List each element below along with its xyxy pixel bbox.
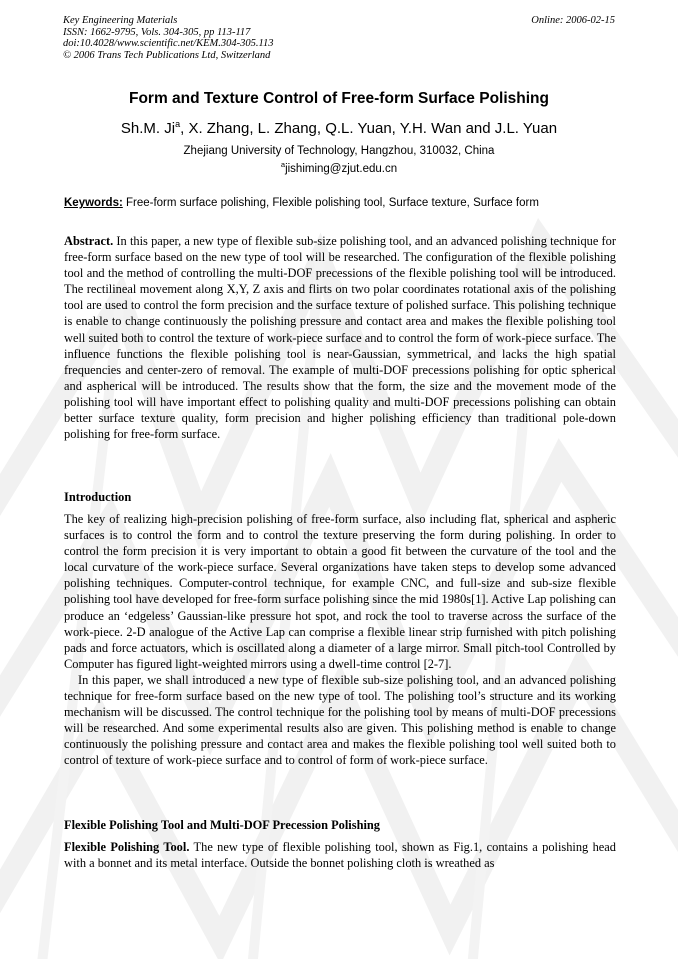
lead-author: Sh.M. Ji (120, 120, 176, 137)
doi-line: doi:10.4028/www.scientific.net/KEM.304-305.113 (63, 38, 274, 49)
keywords-label: Keywords: (64, 197, 123, 209)
lead-author-affiliation-mark: a (175, 119, 181, 129)
abstract-text: In this paper, a new type of flexible sub-size polishing tool, and an advanced polishing technique for free-form surface based on the new type of tool will be researched. The configuration of the flexible polishing tool and the method of controlling the multi-DOF precessions of the flexible polishing tool will be introduced. The rectilineal movement along X,Y, Z axis and flirts on two polar coordinates rotational axis of the polishing tool are used to control the form precision and the surface texture of polished surface. This polishing technique is enable to change continuously the polishing pressure and contact area and makes the flexible polishing tool well suited both to control the texture of work-piece surface and to control the form of work-piece surface. The influence functions the flexible polishing tool is near-Gaussian, symmetrical, and lacks the high spatial frequencies and center-zero of removal. The example of multi-DOF precessions polishing for optic spherical and aspherical will be introduced. The results show that the form, the size and the movement mode of the polishing tool will have important effect to polishing quality and multi-DOF precessions polishing can obtain better surface texture quality, form precision and higher polishing efficiency than traditional pole-down polishing for free-form surface. (64, 234, 616, 442)
section-heading: Flexible Polishing Tool and Multi-DOF Precession Polishing (64, 818, 380, 832)
abstract-paragraph (64, 233, 616, 442)
flexible-tool-section (64, 839, 616, 871)
affiliation: Zhejiang University of Technology, Hangzhou, 310032, China (183, 145, 495, 157)
author-email (0, 160, 678, 175)
keywords-line (64, 197, 624, 209)
email-affiliation-mark: a (280, 160, 286, 169)
online-date (531, 15, 615, 27)
issn-line: ISSN: 1662-9795, Vols. 304-305, pp 113-117 (63, 26, 251, 38)
abstract-section (64, 233, 616, 442)
online-date-text: Online: 2006-02-15 (531, 15, 615, 26)
journal-name: Key Engineering Materials (63, 15, 178, 26)
introduction-section (64, 511, 616, 769)
introduction-paragraph-1: The key of realizing high-precision polishing of free-form surface, also including flat, spherical and aspheric surfaces is to control the form and to control the texture preserving the form during polishing. In order to control the form precision it is very important to obtain a good fit between the curvature of the tool and the local curvature of the work-piece surface. Several organizations have taken steps to develop some advanced polishing techniques. Computer-control technique, for example CNC, and full-size and sub-size flexible polishing tool have developed for free-form surface polishing since the mid 1980s[1]. Active Lap polishing can produce an ‘edgeless’ Gaussian-like pressure hot spot, and rock the tool to traverse across the surface of the work-piece. 2-D analogue of the Active Lap can comprise a flexible linear strip furnished with pitch polishing pads and force actuators, which is oscillated along a diameter of a large mirror. Small pitch-tool Controlled by Computer has figured light-weighted mirrors using a dwell-time control [2-7]. (64, 512, 616, 671)
paper-title: Form and Texture Control of Free-form Surface Polishing (129, 90, 549, 107)
abstract-label: Abstract. (64, 234, 114, 248)
other-authors: , X. Zhang, L. Zhang, Q.L. Yuan, Y.H. Wan and J.L. Yuan (180, 120, 558, 137)
flexible-tool-label: Flexible Polishing Tool. (64, 840, 190, 854)
keywords-list: Free-form surface polishing, Flexible polishing tool, Surface texture, Surface form (122, 197, 539, 209)
journal-header (63, 15, 273, 61)
author-list (0, 120, 678, 137)
copyright-line: © 2006 Trans Tech Publications Ltd, Switzerland (63, 49, 271, 61)
flexible-tool-paragraph (64, 839, 616, 871)
flexible-tool-text: The new type of flexible polishing tool, shown as Fig.1, contains a polishing head with a bonnet and its metal interface. Outside the bonnet polishing cloth is wreathed as (64, 840, 616, 871)
email-address: jishiming@zjut.edu.cn (285, 163, 398, 175)
introduction-heading: Introduction (64, 490, 132, 504)
introduction-paragraph-2: In this paper, we shall introduced a new type of flexible sub-size polishing tool, and an advanced polishing technique for free-form surface based on the new type of tool. The polishing tool’s structure and its working mechanism will be discussed. The control technique for the polishing tool by means of multi-DOF precessions will be researched. And some experimental results also are given. This polishing method is enable to change continuously the polishing pressure and contact area and makes the flexible polishing tool well suited both to control of texture of work-piece surface and to control of form of work-piece surface. (64, 672, 616, 768)
